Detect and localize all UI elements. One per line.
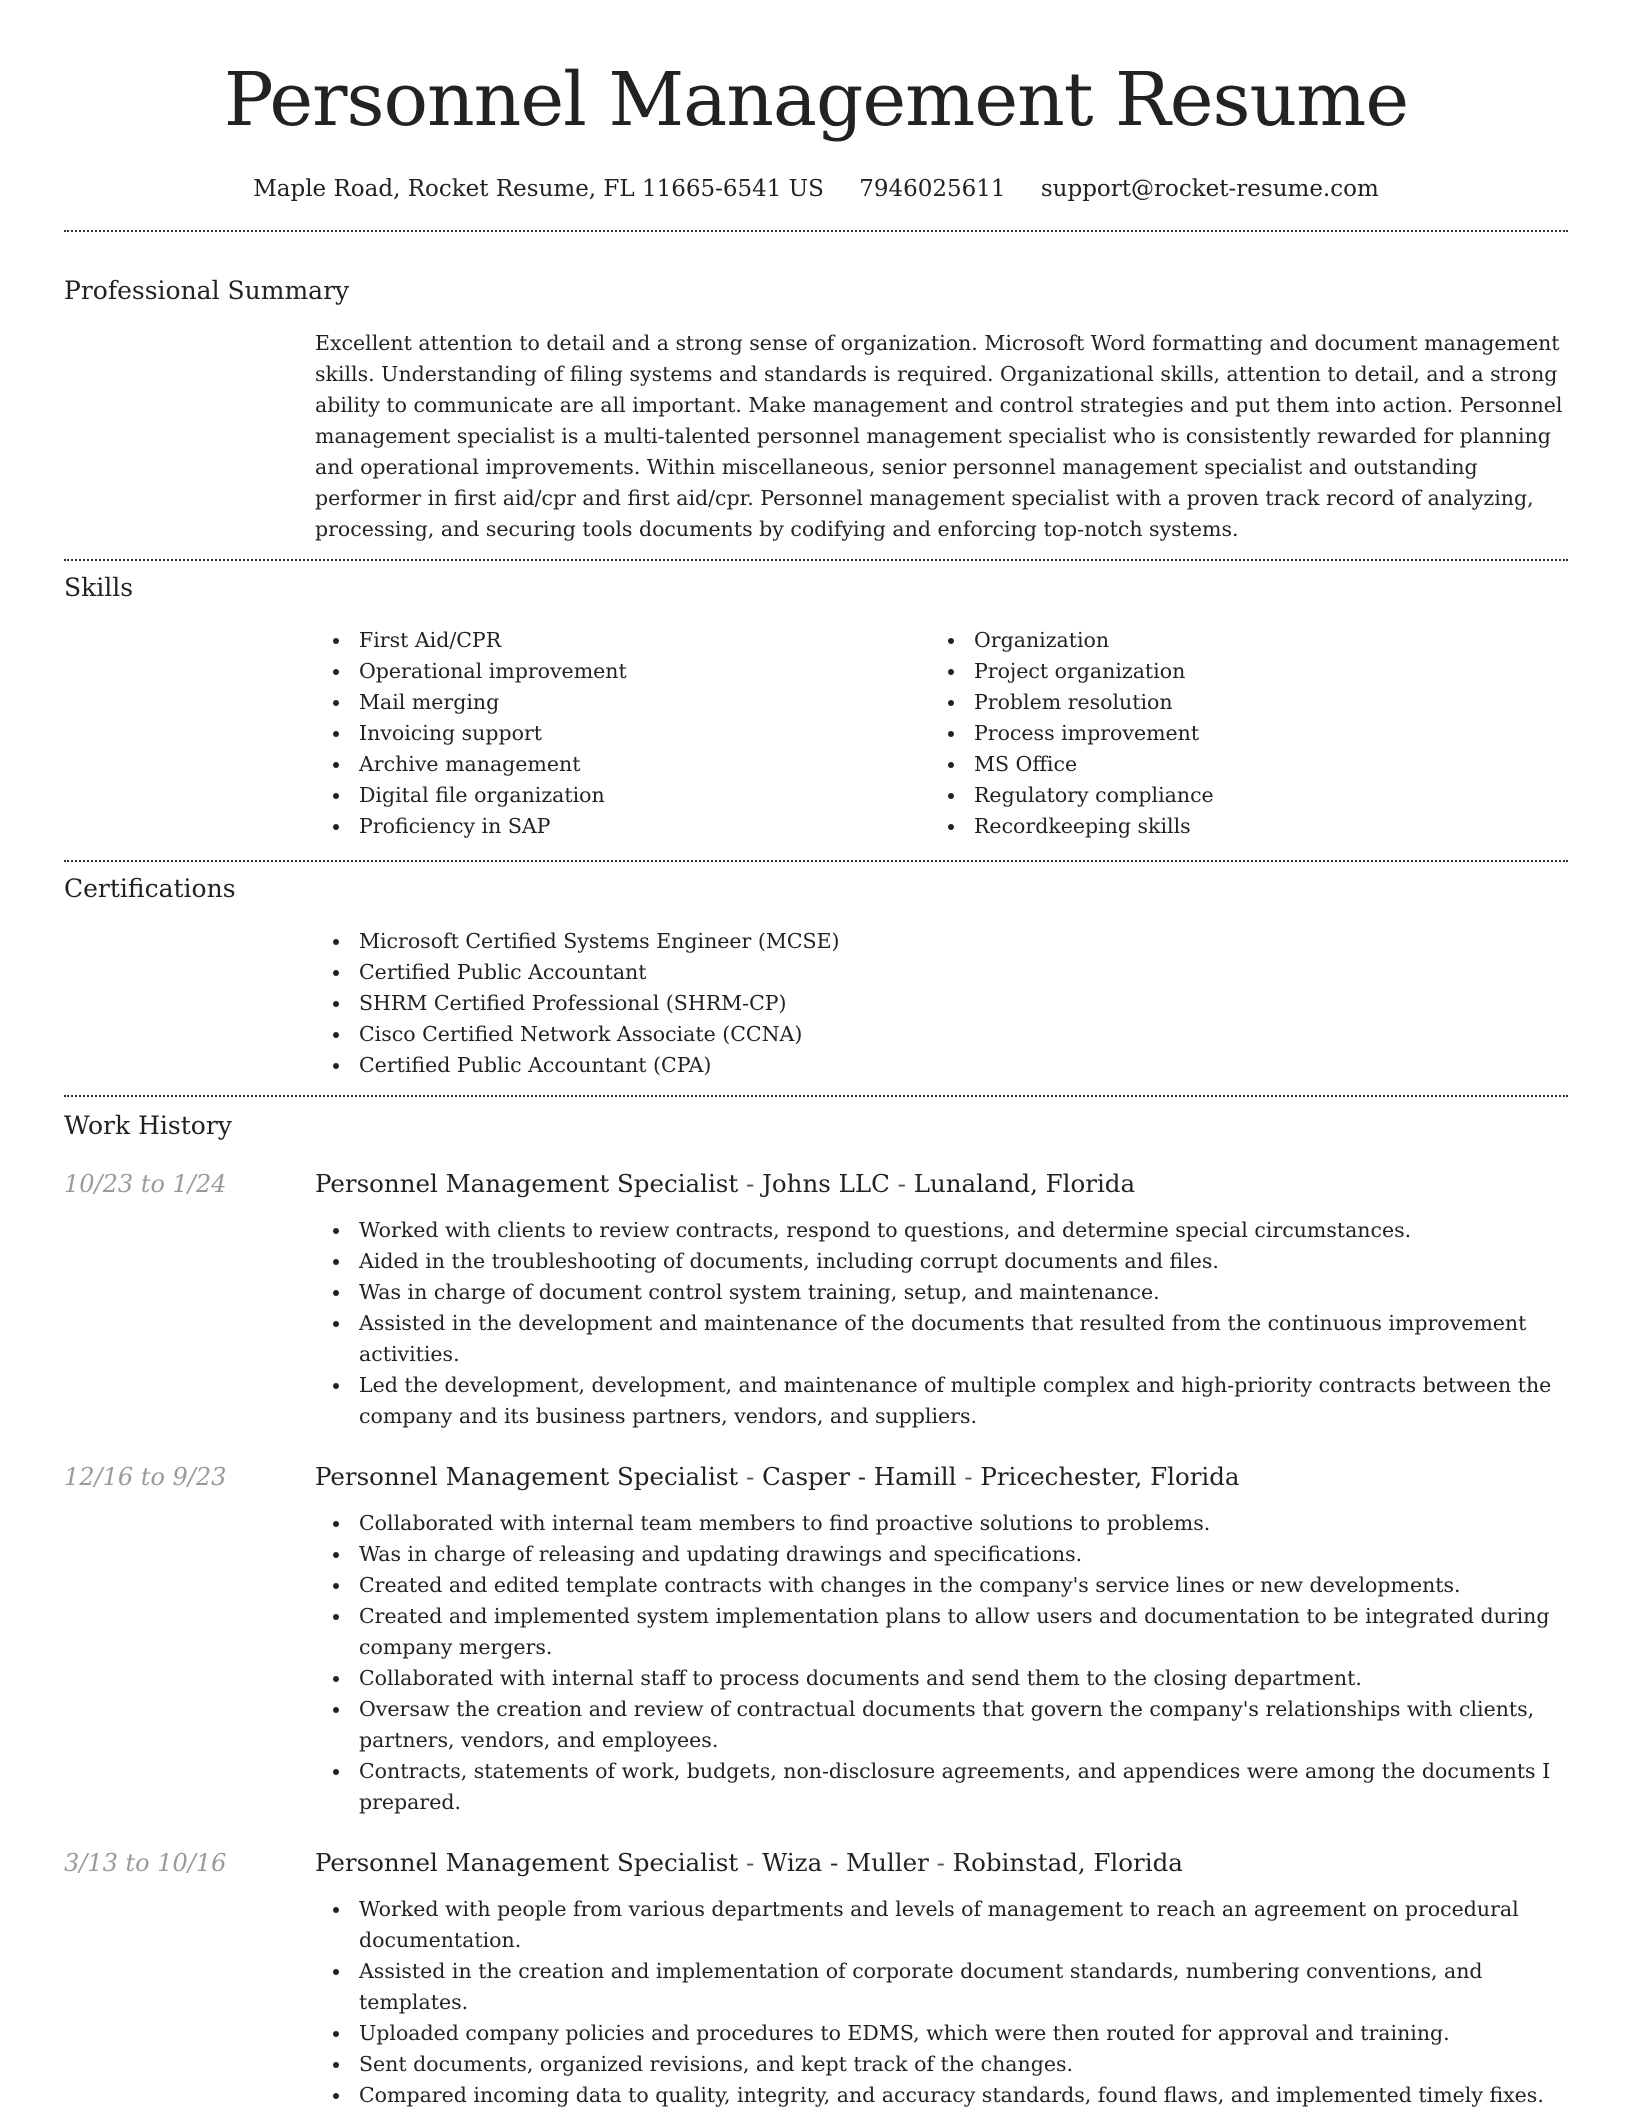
job-dates: 3/13 to 10/16 [64, 1849, 227, 1877]
job-bullets [315, 1894, 1568, 2111]
job-location: Robinstad, Florida [952, 1848, 1183, 1877]
skills-list-right [930, 625, 1545, 842]
summary-body [315, 328, 1568, 545]
certification-item: Certified Public Accountant [359, 957, 1568, 988]
job-entry [64, 1460, 1568, 1818]
job-bullet: Assisted in the creation and implementation of corporate document standards, numbering conventions, and templates. [359, 1956, 1568, 2018]
job-location: Lunaland, Florida [913, 1169, 1136, 1198]
job-role: Personnel Management Specialist [315, 1169, 739, 1198]
job-bullet: Was in charge of releasing and updating drawings and specifications. [359, 1539, 1568, 1570]
work-history-section [64, 1097, 1568, 2111]
address: Maple Road, Rocket Resume, FL 11665-6541 US [253, 176, 824, 202]
certifications-heading: Certifications [64, 874, 236, 903]
summary-text: Excellent attention to detail and a strong sense of organization. Microsoft Word formatting and document management skills. Understanding of filing systems and standards is required. Organizational skills, attention to detail, and a strong ability to communicate are all important. Make management and control strategies and put them into action. Personnel management specialist is a multi-talented personnel management specialist who is consistently rewarded for planning and operational improvements. Within miscellaneous, senior personnel management specialist and outstanding performer in first aid/cpr and first aid/cpr. Personnel management specialist with a proven track record of analyzing, processing, and securing tools documents by codifying and enforcing top-notch systems. [315, 331, 1563, 541]
job-dates: 10/23 to 1/24 [64, 1170, 227, 1198]
skills-column-right [930, 625, 1545, 842]
job-company: Casper - Hamill [762, 1462, 957, 1491]
certification-item: SHRM Certified Professional (SHRM-CP) [359, 988, 1568, 1019]
skills-list-left [315, 625, 930, 842]
skill-item: Proficiency in SAP [359, 811, 930, 842]
summary-heading: Professional Summary [64, 276, 350, 305]
skill-item: Digital file organization [359, 780, 930, 811]
job-bullet: Aided in the troubleshooting of documents, including corrupt documents and files. [359, 1246, 1568, 1277]
job-dates: 12/16 to 9/23 [64, 1463, 227, 1491]
contact-line [64, 172, 1568, 206]
work-history-heading: Work History [64, 1111, 232, 1140]
job-role: Personnel Management Specialist [315, 1462, 739, 1491]
job-title: Personnel Management Specialist - Casper - Hamill - Pricechester, Florida [315, 1462, 1240, 1491]
job-bullet: Compared incoming data to quality, integrity, and accuracy standards, found flaws, and implemented timely fixes. [359, 2080, 1568, 2111]
job-bullet: Contracts, statements of work, budgets, non-disclosure agreements, and appendices were among the documents I prepared. [359, 1756, 1568, 1818]
certification-item: Cisco Certified Network Associate (CCNA) [359, 1019, 1568, 1050]
skill-item: Mail merging [359, 687, 930, 718]
job-details [315, 1167, 1568, 1432]
job-bullet: Created and implemented system implementation plans to allow users and documentation to be integrated during company mergers. [359, 1601, 1568, 1663]
skills-section [64, 561, 1568, 842]
job-bullet: Uploaded company policies and procedures to EDMS, which were then routed for approval and training. [359, 2018, 1568, 2049]
skill-item: Regulatory compliance [974, 780, 1545, 811]
job-bullet: Worked with clients to review contracts, respond to questions, and determine special circumstances. [359, 1215, 1568, 1246]
job-bullet: Assisted in the development and maintenance of the documents that resulted from the continuous improvement activities. [359, 1308, 1568, 1370]
skill-item: Recordkeeping skills [974, 811, 1545, 842]
job-bullet: Sent documents, organized revisions, and kept track of the changes. [359, 2049, 1568, 2080]
skills-column-left [315, 625, 930, 842]
certification-item: Microsoft Certified Systems Engineer (MCSE) [359, 926, 1568, 957]
job-bullet: Oversaw the creation and review of contractual documents that govern the company's relationships with clients, partners, vendors, and employees. [359, 1694, 1568, 1756]
job-company: Johns LLC [762, 1169, 890, 1198]
job-bullets [315, 1508, 1568, 1818]
job-details [315, 1846, 1568, 2111]
job-location: Pricechester, Florida [980, 1462, 1240, 1491]
skill-item: First Aid/CPR [359, 625, 930, 656]
email: support@rocket-resume.com [1040, 176, 1379, 202]
skill-item: Problem resolution [974, 687, 1545, 718]
job-bullet: Worked with people from various departments and levels of management to reach an agreement on procedural documentation. [359, 1894, 1568, 1956]
skill-item: Archive management [359, 749, 930, 780]
job-bullet: Created and edited template contracts with changes in the company's service lines or new developments. [359, 1570, 1568, 1601]
job-entry [64, 1167, 1568, 1432]
job-role: Personnel Management Specialist [315, 1848, 739, 1877]
job-bullet: Was in charge of document control system training, setup, and maintenance. [359, 1277, 1568, 1308]
phone: 7946025611 [859, 176, 1006, 202]
job-company: Wiza - Muller [762, 1848, 929, 1877]
certification-item: Certified Public Accountant (CPA) [359, 1050, 1568, 1081]
job-bullet: Collaborated with internal team members to find proactive solutions to problems. [359, 1508, 1568, 1539]
job-bullets [315, 1215, 1568, 1432]
resume-title: Personnel Management Resume [223, 57, 1409, 143]
skill-item: Process improvement [974, 718, 1545, 749]
certifications-list [315, 926, 1568, 1081]
skill-item: MS Office [974, 749, 1545, 780]
job-entry [64, 1846, 1568, 2111]
skill-item: Project organization [974, 656, 1545, 687]
skill-item: Organization [974, 625, 1545, 656]
job-title: Personnel Management Specialist - Wiza - Muller - Robinstad, Florida [315, 1848, 1183, 1877]
job-bullet: Led the development, development, and maintenance of multiple complex and high-priority contracts between the company and its business partners, vendors, and suppliers. [359, 1370, 1568, 1432]
skill-item: Operational improvement [359, 656, 930, 687]
job-title: Personnel Management Specialist - Johns LLC - Lunaland, Florida [315, 1169, 1136, 1198]
skills-body [315, 625, 1568, 842]
certifications-section [64, 862, 1568, 1081]
certifications-body [315, 926, 1568, 1081]
job-bullet: Collaborated with internal staff to process documents and send them to the closing department. [359, 1663, 1568, 1694]
summary-section [64, 232, 1568, 545]
skills-heading: Skills [64, 573, 134, 602]
job-details [315, 1460, 1568, 1818]
skill-item: Invoicing support [359, 718, 930, 749]
